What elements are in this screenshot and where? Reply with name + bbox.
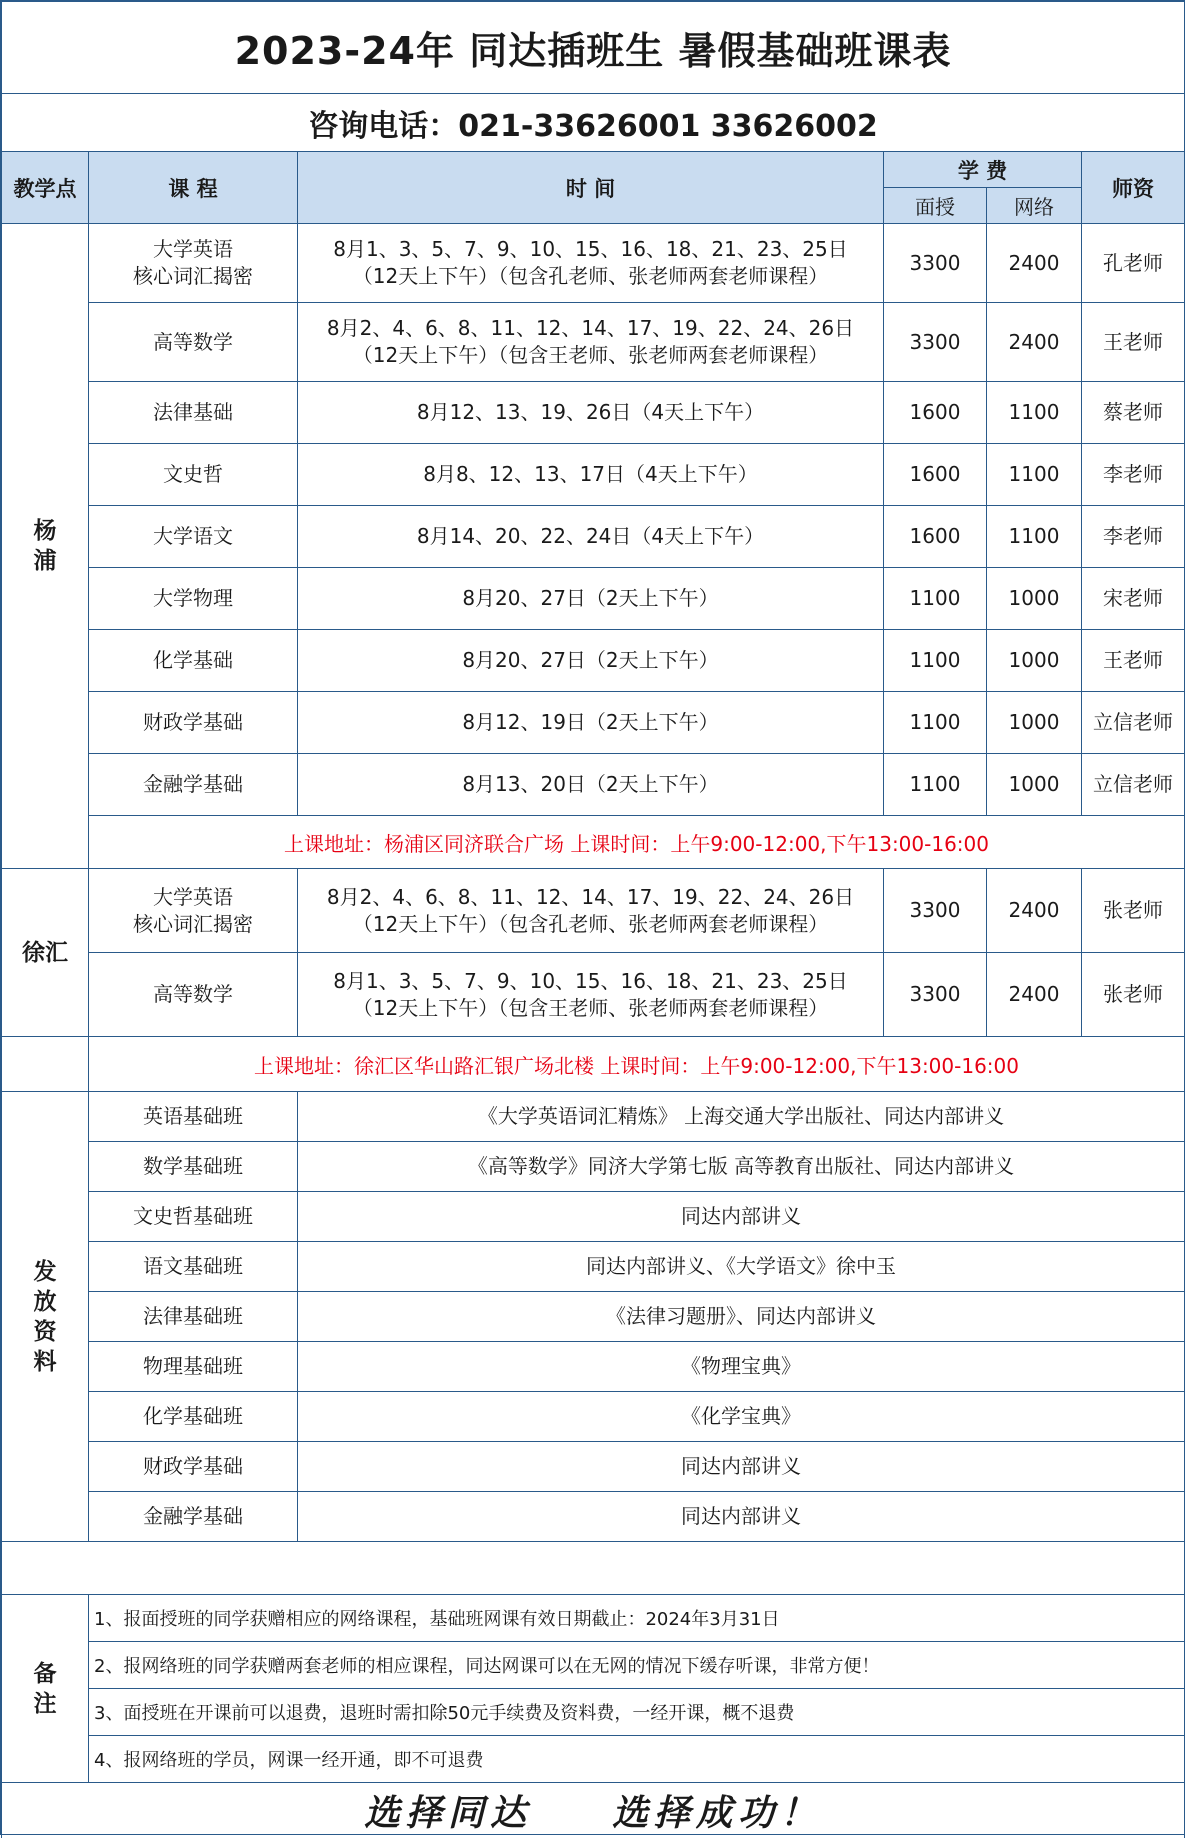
material-content: 同达内部讲义 (298, 1492, 1185, 1542)
fee-online: 1100 (987, 382, 1082, 444)
table-row (2, 630, 1185, 692)
teacher: 李老师 (1082, 444, 1185, 506)
material-class: 金融学基础 (89, 1492, 298, 1542)
fee-online: 1000 (987, 692, 1082, 754)
material-content: 《高等数学》同济大学第七版 高等教育出版社、同达内部讲义 (298, 1142, 1185, 1192)
material-class: 文史哲基础班 (89, 1192, 298, 1242)
table-row (2, 692, 1185, 754)
material-content: 同达内部讲义 (298, 1442, 1185, 1492)
course-time: 8月20、27日（2天上下午） (298, 630, 884, 692)
course-time: 8月2、4、6、8、11、12、14、17、19、22、24、26日 （12天上下午）（包含王老师、张老师两套老师课程） (298, 303, 884, 382)
table-row (2, 382, 1185, 444)
material-class: 物理基础班 (89, 1342, 298, 1392)
teacher: 王老师 (1082, 303, 1185, 382)
material-class: 财政学基础 (89, 1442, 298, 1492)
course-time: 8月2、4、6、8、11、12、14、17、19、22、24、26日 （12天上下午）（包含孔老师、张老师两套老师课程） (298, 869, 884, 953)
page-title: 2023-24年 同达插班生 暑假基础班课表 (2, 2, 1185, 94)
material-content: 《法律习题册》、同达内部讲义 (298, 1292, 1185, 1342)
empty-cell (2, 1037, 89, 1092)
teacher: 王老师 (1082, 630, 1185, 692)
material-content: 《大学英语词汇精炼》 上海交通大学出版社、同达内部讲义 (298, 1092, 1185, 1142)
fee-online: 1100 (987, 506, 1082, 568)
note-row (2, 1595, 1185, 1642)
header-time: 时 间 (298, 152, 884, 224)
teacher: 蔡老师 (1082, 382, 1185, 444)
teacher: 张老师 (1082, 869, 1185, 953)
header-fee: 学 费 (884, 152, 1082, 188)
table-row (2, 953, 1185, 1037)
note-item: 1、报面授班的同学获赠相应的网络课程，基础班网课有效日期截止：2024年3月31日 (89, 1595, 1185, 1642)
course-time: 8月1、3、5、7、9、10、15、16、18、21、23、25日 （12天上下午）（包含孔老师、张老师两套老师课程） (298, 224, 884, 303)
teacher: 立信老师 (1082, 692, 1185, 754)
slogan-row (2, 1783, 1185, 1838)
table-row (2, 869, 1185, 953)
fee-online: 2400 (987, 869, 1082, 953)
table-row (2, 754, 1185, 816)
table-row (2, 1092, 1185, 1142)
material-content: 同达内部讲义、《大学语文》徐中玉 (298, 1242, 1185, 1292)
fee-online: 1000 (987, 568, 1082, 630)
course-time: 8月12、19日（2天上下午） (298, 692, 884, 754)
fee-onsite: 1600 (884, 444, 987, 506)
slogan-part: 选择成功！ (612, 1792, 823, 1834)
course-time: 8月13、20日（2天上下午） (298, 754, 884, 816)
table-row (2, 1242, 1185, 1292)
table-row (2, 224, 1185, 303)
table-row (2, 1342, 1185, 1392)
course-name: 大学英语 核心词汇揭密 (89, 869, 298, 953)
note-row (2, 1736, 1185, 1783)
table-row (2, 568, 1185, 630)
course-name: 大学语文 (89, 506, 298, 568)
table-row (2, 1392, 1185, 1442)
course-time: 8月1、3、5、7、9、10、15、16、18、21、23、25日 （12天上下午）（包含王老师、张老师两套老师课程） (298, 953, 884, 1037)
table-row (2, 1492, 1185, 1542)
location-yangpu: 杨 浦 (2, 224, 89, 869)
teacher: 立信老师 (1082, 754, 1185, 816)
header-fee-onsite: 面授 (884, 188, 987, 224)
fee-onsite: 1600 (884, 506, 987, 568)
header-location: 教学点 (2, 152, 89, 224)
note-item: 3、面授班在开课前可以退费，退班时需扣除50元手续费及资料费，一经开课，概不退费 (89, 1689, 1185, 1736)
material-class: 数学基础班 (89, 1142, 298, 1192)
address-row (2, 1037, 1185, 1092)
notes-label: 备 注 (2, 1595, 89, 1783)
fee-online: 1100 (987, 444, 1082, 506)
fee-onsite: 1100 (884, 692, 987, 754)
fee-onsite: 1100 (884, 568, 987, 630)
class-address-xuhui: 上课地址：徐汇区华山路汇银广场北楼 上课时间：上午9:00-12:00,下午13:00-16:00 (89, 1037, 1185, 1092)
class-address-yangpu: 上课地址：杨浦区同济联合广场 上课时间：上午9:00-12:00,下午13:00-16:00 (89, 816, 1185, 869)
header-fee-online: 网络 (987, 188, 1082, 224)
schedule-table (1, 1, 1185, 1838)
fee-online: 1000 (987, 754, 1082, 816)
table-row (2, 303, 1185, 382)
fee-onsite: 1100 (884, 754, 987, 816)
fee-onsite: 3300 (884, 224, 987, 303)
location-xuhui: 徐汇 (2, 869, 89, 1037)
empty-cell (2, 1542, 1185, 1595)
note-row (2, 1642, 1185, 1689)
fee-onsite: 1600 (884, 382, 987, 444)
course-name: 高等数学 (89, 953, 298, 1037)
note-row (2, 1689, 1185, 1736)
slogan-part: 选择同达 (364, 1792, 533, 1834)
consult-phone: 咨询电话：021-33626001 33626002 (2, 94, 1185, 152)
course-time: 8月8、12、13、17日（4天上下午） (298, 444, 884, 506)
table-row (2, 506, 1185, 568)
teacher: 张老师 (1082, 953, 1185, 1037)
fee-onsite: 3300 (884, 303, 987, 382)
teacher: 李老师 (1082, 506, 1185, 568)
material-content: 同达内部讲义 (298, 1192, 1185, 1242)
note-item: 2、报网络班的同学获赠两套老师的相应课程，同达网课可以在无网的情况下缓存听课，非常方便！ (89, 1642, 1185, 1689)
material-class: 语文基础班 (89, 1242, 298, 1292)
fee-online: 2400 (987, 224, 1082, 303)
table-row (2, 1442, 1185, 1492)
fee-online: 1000 (987, 630, 1082, 692)
teacher: 宋老师 (1082, 568, 1185, 630)
course-name: 财政学基础 (89, 692, 298, 754)
location-materials: 发 放 资 料 (2, 1092, 89, 1542)
course-name: 文史哲 (89, 444, 298, 506)
header-teacher: 师资 (1082, 152, 1185, 224)
course-time: 8月14、20、22、24日（4天上下午） (298, 506, 884, 568)
course-name: 大学物理 (89, 568, 298, 630)
fee-onsite: 1100 (884, 630, 987, 692)
material-content: 《化学宝典》 (298, 1392, 1185, 1442)
material-class: 法律基础班 (89, 1292, 298, 1342)
slogan (2, 1783, 1185, 1838)
note-item: 4、报网络班的学员，网课一经开通，即不可退费 (89, 1736, 1185, 1783)
material-class: 化学基础班 (89, 1392, 298, 1442)
table-row (2, 1142, 1185, 1192)
course-name: 化学基础 (89, 630, 298, 692)
spacer-row (2, 1542, 1185, 1595)
material-content: 《物理宝典》 (298, 1342, 1185, 1392)
table-row (2, 1192, 1185, 1242)
course-name: 金融学基础 (89, 754, 298, 816)
course-time: 8月20、27日（2天上下午） (298, 568, 884, 630)
fee-onsite: 3300 (884, 953, 987, 1037)
teacher: 孔老师 (1082, 224, 1185, 303)
course-name: 法律基础 (89, 382, 298, 444)
fee-online: 2400 (987, 303, 1082, 382)
material-class: 英语基础班 (89, 1092, 298, 1142)
course-name: 高等数学 (89, 303, 298, 382)
fee-online: 2400 (987, 953, 1082, 1037)
fee-onsite: 3300 (884, 869, 987, 953)
course-time: 8月12、13、19、26日（4天上下午） (298, 382, 884, 444)
table-row (2, 1292, 1185, 1342)
address-row (2, 816, 1185, 869)
header-course: 课 程 (89, 152, 298, 224)
table-row (2, 444, 1185, 506)
course-name: 大学英语 核心词汇揭密 (89, 224, 298, 303)
